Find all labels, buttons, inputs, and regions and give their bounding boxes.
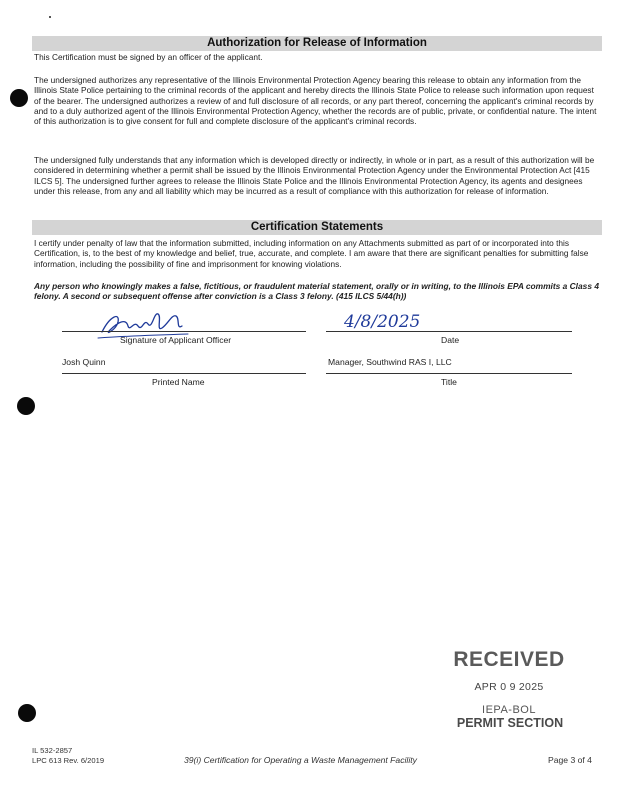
form-revision: LPC 613 Rev. 6/2019: [32, 756, 105, 765]
title-line: [326, 373, 572, 374]
signature-caption: Signature of Applicant Officer: [120, 335, 232, 345]
handwritten-date-text: 4/8/2025: [344, 312, 421, 332]
certification-paragraph: I certify under penalty of law that the information submitted, including information on any Attachments submitted as part of or incorporated into this Certification, is, to the best of my knowledge and belief, true, accurate, and complete. I am aware that there are significant penalties for submitting false information, including the possibility of fine and imprisonment for knowing violations.: [34, 238, 589, 269]
punch-hole-bottom: [18, 704, 36, 722]
date-caption: Date: [441, 335, 460, 345]
signature-line: [62, 331, 306, 332]
received-stamp-office: IEPA-BOL: [482, 704, 536, 716]
date-line: [326, 331, 572, 332]
received-stamp-date: APR 0 9 2025: [474, 681, 544, 693]
authorization-paragraph-2: The undersigned fully understands that any information which is developed directly or indirectly, in whole or in part, as a result of this authorization will be considered in determining whether a permit shall be issued by the Illinois Environmental Protection Agency under the Environmental Protection Act [415 ILCS 5]. The undersigned further agrees to release the Illinois State Police and the Illinois Environmental Protection Agency, its agents and designees under this release, from any and all liability which may be incurred as a result of compliance with this authorization for release of information.: [34, 155, 595, 196]
title-caption: Title: [441, 377, 457, 387]
scan-speck: [49, 16, 51, 18]
punch-hole-top: [10, 89, 28, 107]
intro-text: This Certification must be signed by an officer of the applicant.: [34, 52, 263, 62]
printed-name-caption: Printed Name: [152, 377, 205, 387]
printed-name-value: Josh Quinn: [62, 357, 106, 367]
title-value: Manager, Southwind RAS I, LLC: [328, 357, 452, 367]
received-stamp: RECEIVED: [453, 648, 565, 671]
printed-name-line: [62, 373, 306, 374]
authorization-paragraph-1: The undersigned authorizes any representative of the Illinois Environmental Protection Agency bearing this release to obtain any information from the Illinois State Police pertaining to the criminal records of the applicant and hereby directs the Illinois State Police to release such information upon request of the bearer. The undersigned authorizes a review of and full disclosure of all records, or any part thereof, concerning the applicant's criminal records by and to a duly authorized agent of the Illinois Environmental Protection Agency, whether the records are of public, private, or confidential nature. The intent of this authorization is to give consent for full and complete disclosure of the applicant's criminal records.: [34, 75, 597, 127]
form-number: IL 532-2857: [32, 746, 73, 755]
punch-hole-middle: [17, 397, 35, 415]
felony-warning: Any person who knowingly makes a false, fictitious, or fraudulent material statement, orally or in writing, to the Illinois EPA commits a Class 4 felony. A second or subsequent offense after conviction is a Class 3 felony. (415 ILCS 5/44(h)): [34, 281, 599, 302]
certification-header: Certification Statements: [32, 220, 602, 235]
handwritten-date: [340, 309, 450, 333]
page-number: Page 3 of 4: [548, 755, 592, 765]
authorization-header: Authorization for Release of Information: [32, 36, 602, 51]
form-title: 39(i) Certification for Operating a Waste Management Facility: [184, 755, 417, 765]
received-stamp-section: PERMIT SECTION: [456, 716, 564, 730]
